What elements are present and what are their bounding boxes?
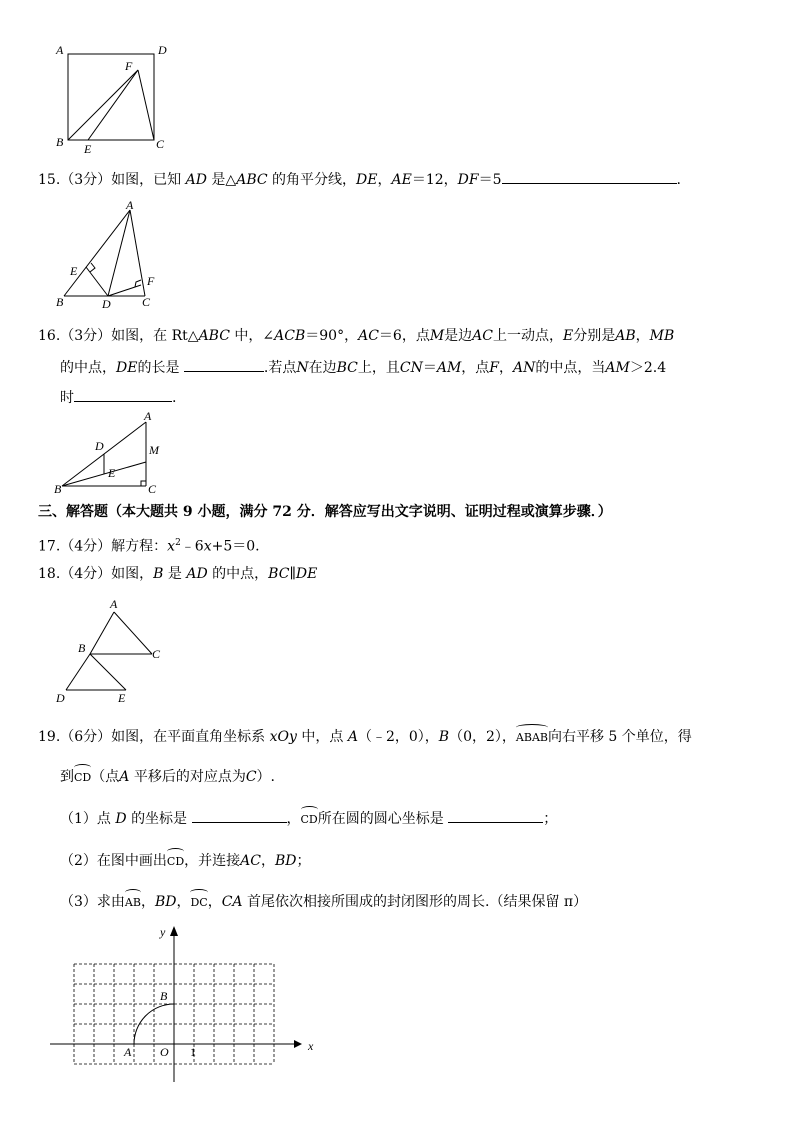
label-x: x: [308, 1039, 314, 1053]
question-19-part-2: （2）在图中画出CD，并连接AC，BD；: [60, 850, 311, 872]
label-C: C: [142, 295, 151, 309]
question-16-line-2: 的中点，DE的长是 .若点N在边BC上，且CN＝AM，点F，AN的中点，当AM＞2.4: [60, 357, 666, 378]
label-one: 1: [190, 1045, 196, 1059]
label-E: E: [84, 142, 92, 156]
answer-blank[interactable]: [502, 169, 677, 184]
label-A: A: [56, 43, 64, 57]
answer-blank[interactable]: [192, 808, 287, 823]
label-D: D: [158, 43, 167, 57]
label-A: A: [126, 198, 134, 212]
figure-18-triangles: [50, 594, 180, 710]
label-B: B: [160, 989, 168, 1003]
label-M: M: [149, 443, 159, 457]
label-E: E: [108, 466, 116, 480]
label-D: D: [102, 297, 111, 311]
label-F: F: [147, 274, 155, 288]
question-19-part-1: （1）点 D 的坐标是 ，CD所在圆的圆心坐标是 ；: [60, 808, 557, 830]
label-F: F: [125, 59, 133, 73]
label-E: E: [70, 264, 78, 278]
question-15: 15.（3分）如图，已知 AD 是△ABC 的角平分线，DE，AE＝12，DF＝5 .: [38, 169, 681, 190]
figure-16-right-triangle: [50, 408, 175, 498]
label-A: A: [110, 597, 118, 611]
figure-14-square: [50, 40, 180, 158]
label-D: D: [56, 691, 65, 705]
label-O: O: [160, 1045, 169, 1059]
label-B: B: [54, 482, 62, 496]
answer-blank[interactable]: [74, 387, 172, 402]
label-D: D: [95, 439, 104, 453]
label-C: C: [148, 482, 157, 496]
label-E: E: [118, 691, 126, 705]
label-y: y: [160, 925, 166, 939]
section-3-heading: 三、解答题（本大题共 9 小题，满分 72 分．解答应写出文字说明、证明过程或演算步骤．）: [38, 504, 612, 520]
question-19-part-3: （3）求由AB，BD，DC，CA 首尾依次相接所围成的封闭图形的周长.（结果保留 π）: [60, 891, 587, 913]
label-A: A: [144, 409, 152, 423]
question-18: 18.（4分）如图，B 是 AD 的中点，BC∥DE: [38, 566, 318, 582]
label-C: C: [152, 647, 161, 661]
label-A: A: [124, 1045, 132, 1059]
label-B: B: [78, 641, 86, 655]
figure-15-triangle: [50, 198, 170, 312]
question-17: 17.（4分）解方程：$x^2﹣6x+5=0$.: [38, 538, 260, 555]
label-B: B: [56, 135, 64, 149]
question-16-line-3: 时 .: [60, 387, 176, 408]
answer-blank[interactable]: [448, 808, 543, 823]
answer-blank[interactable]: [184, 357, 264, 372]
figure-19-coordinate-grid: [50, 924, 320, 1088]
question-19-line-1: 19.（6分）如图，在平面直角坐标系 xOy 中，点 A（﹣2，0），B（0，2），ABAB向右平移 5 个单位，得: [38, 726, 692, 748]
question-19-line-2: 到CD（点A 平移后的对应点为C）.: [60, 766, 275, 788]
label-B: B: [56, 295, 64, 309]
question-16-line-1: 16.（3分）如图，在 Rt△ABC 中，∠ACB＝90°，AC＝6，点M是边AC上一动点，E分别是AB，MB: [38, 328, 675, 344]
label-C: C: [156, 137, 165, 151]
